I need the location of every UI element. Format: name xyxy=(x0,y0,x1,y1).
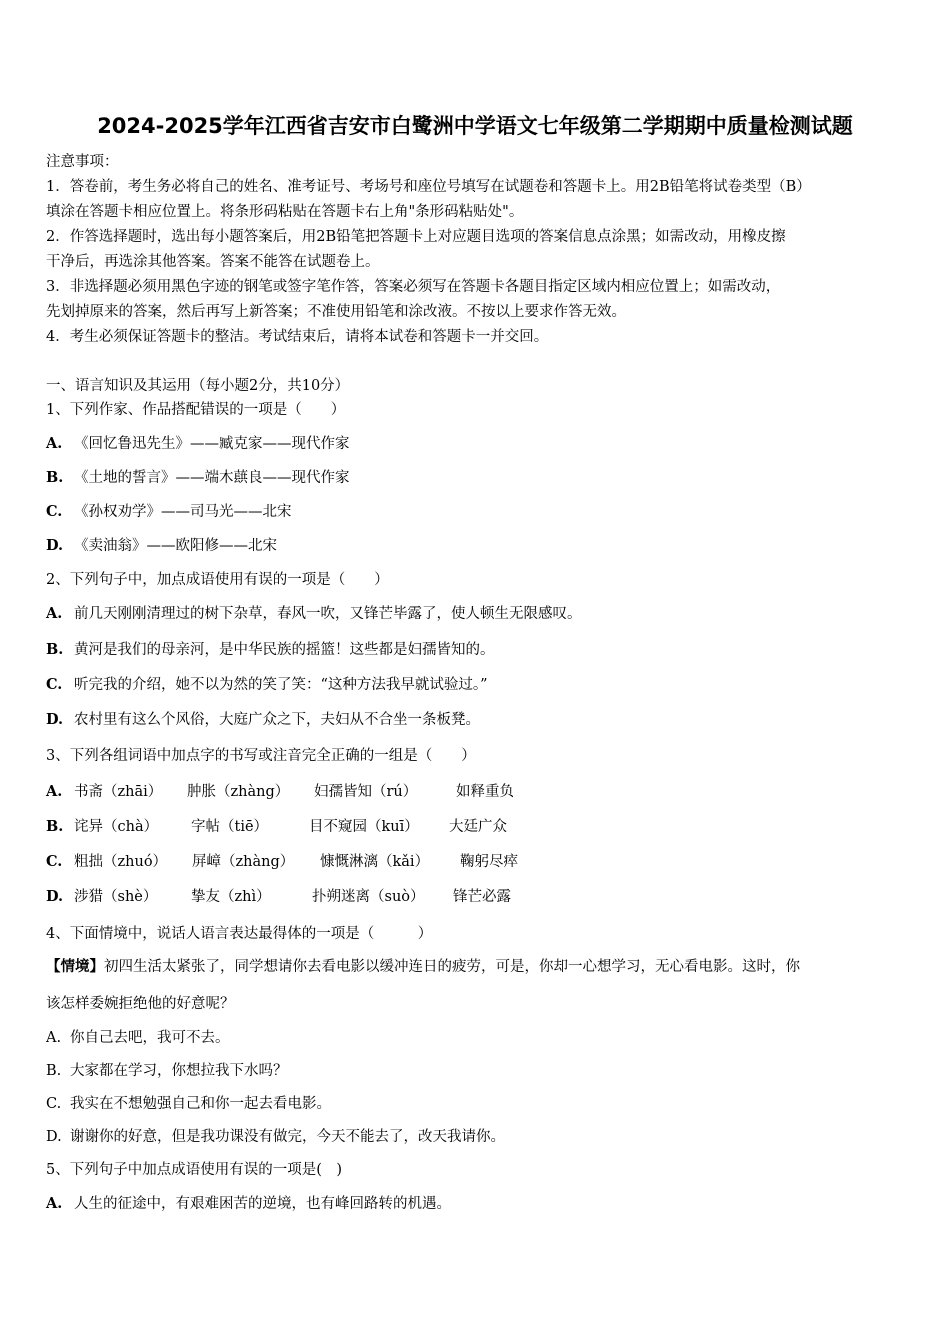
page-title: 2024-2025学年江西省吉安市白鹭洲中学语文七年级第二学期期中质量检测试题 xyxy=(97,114,853,138)
question-stem: 1、下列作家、作品搭配错误的一项是（ ） xyxy=(46,402,346,418)
notice-line: 填涂在答题卡相应位置上。将条形码粘贴在答题卡右上角"条形码粘贴处"。 xyxy=(46,204,524,220)
word-item: 字帖（tiē） xyxy=(191,819,269,835)
notice-line: 3．非选择题必须用黑色字迹的钢笔或签字笔作答，答案必须写在答题卡各题目指定区域内相应位置上；如需改动， xyxy=(46,279,781,295)
option-text: 听完我的介绍，她不以为然的笑了笑：“这种方法我早就试验过。” xyxy=(74,677,488,693)
option-label: D. xyxy=(46,711,64,728)
option-label: A. xyxy=(46,435,63,452)
option-item xyxy=(46,887,511,907)
word-item: 挚友（zhì） xyxy=(191,889,271,905)
question-stem: 5、下列句子中加点成语使用有误的一项是( ) xyxy=(46,1162,343,1178)
option-text: 前几天刚刚清理过的树下杂草，春风一吹，又锋芒毕露了，使人顿生无限感叹。 xyxy=(74,606,582,622)
word-item: 妇孺皆知（rú） xyxy=(314,784,418,800)
option-text: 大家都在学习，你想拉我下水吗？ xyxy=(70,1063,288,1079)
option-item xyxy=(46,468,350,488)
option-label: A. xyxy=(46,605,63,622)
option-label: C. xyxy=(46,1096,62,1112)
option-text: 《孙权劝学》——司马光——北宋 xyxy=(74,504,292,520)
option-text: 农村里有这么个风俗，大庭广众之下，夫妇从不合坐一条板凳。 xyxy=(74,712,480,728)
option-item xyxy=(46,1194,451,1214)
option-item xyxy=(46,1127,505,1147)
question-stem: 2、下列句子中，加点成语使用有误的一项是（ ） xyxy=(46,572,389,588)
word-item: 目不窥园（kuī） xyxy=(309,819,419,835)
section-heading: 一、语言知识及其运用（每小题2分，共10分） xyxy=(46,378,350,394)
word-item: 如释重负 xyxy=(456,784,514,800)
option-label: A. xyxy=(46,783,63,800)
option-label: A. xyxy=(46,1195,63,1212)
option-item xyxy=(46,817,507,837)
option-text: 谢谢你的好意，但是我功课没有做完，今天不能去了，改天我请你。 xyxy=(70,1129,505,1145)
option-label: C. xyxy=(46,676,63,693)
option-label: D. xyxy=(46,1129,62,1145)
question-stem: 3、下列各组词语中加点字的书写或注音完全正确的一组是（ ） xyxy=(46,748,476,764)
word-item: 诧异（chà） xyxy=(74,819,159,835)
option-text: 人生的征途中，有艰难困苦的逆境，也有峰回路转的机遇。 xyxy=(74,1196,451,1212)
context-line xyxy=(46,957,800,977)
word-item: 肿胀（zhàng） xyxy=(187,784,290,800)
notice-heading: 注意事项： xyxy=(46,154,119,170)
word-item: 涉猎（shè） xyxy=(74,889,158,905)
option-label: C. xyxy=(46,853,63,870)
option-label: A. xyxy=(46,1030,62,1046)
option-text: 《土地的誓言》——端木蕻良——现代作家 xyxy=(74,470,350,486)
option-text: 我实在不想勉强自己和你一起去看电影。 xyxy=(70,1096,331,1112)
notice-line: 先划掉原来的答案，然后再写上新答案；不准使用铅笔和涂改液。不按以上要求作答无效。 xyxy=(46,304,626,320)
option-text: 《卖油翁》——欧阳修——北宋 xyxy=(74,538,277,554)
context-line: 该怎样委婉拒绝他的好意呢？ xyxy=(46,996,235,1012)
word-item: 鞠躬尽瘁 xyxy=(460,854,518,870)
word-item: 锋芒必露 xyxy=(453,889,511,905)
question-stem: 4、下面情境中，说话人语言表达最得体的一项是（ ） xyxy=(46,926,433,942)
option-label: D. xyxy=(46,537,64,554)
option-label: B. xyxy=(46,469,64,486)
option-item xyxy=(46,1028,230,1048)
option-label: B. xyxy=(46,818,64,835)
word-item: 书斋（zhāi） xyxy=(74,784,163,800)
option-label: C. xyxy=(46,503,63,520)
option-item xyxy=(46,852,518,872)
context-text: 初四生活太紧张了，同学想请你去看电影以缓冲连日的疲劳，可是，你却一心想学习，无心看电影。这时，你 xyxy=(104,959,800,975)
option-item xyxy=(46,536,277,556)
option-item xyxy=(46,710,480,730)
word-item: 大廷广众 xyxy=(449,819,507,835)
notice-line: 干净后，再选涂其他答案。答案不能答在试题卷上。 xyxy=(46,254,380,270)
option-item xyxy=(46,1094,331,1114)
notice-line: 4．考生必须保证答题卡的整洁。考试结束后，请将本试卷和答题卡一并交回。 xyxy=(46,329,549,345)
option-item xyxy=(46,604,582,624)
option-item xyxy=(46,502,292,522)
option-text: 你自己去吧，我可不去。 xyxy=(70,1030,230,1046)
option-item xyxy=(46,675,488,695)
option-text: 《回忆鲁迅先生》——臧克家——现代作家 xyxy=(74,436,350,452)
context-tag: 【情境】 xyxy=(46,958,104,975)
option-item xyxy=(46,640,495,660)
word-item: 扑朔迷离（suò） xyxy=(312,889,425,905)
notice-line: 2．作答选择题时，选出每小题答案后，用2B铅笔把答题卡上对应题目选项的答案信息点涂黑；如需改动，用橡皮擦 xyxy=(46,229,786,245)
option-label: D. xyxy=(46,888,64,905)
option-item xyxy=(46,434,350,454)
word-item: 慷慨淋漓（kǎi） xyxy=(320,854,430,870)
option-item xyxy=(46,1061,288,1081)
option-label: B. xyxy=(46,1063,62,1079)
option-label: B. xyxy=(46,641,64,658)
option-text: 黄河是我们的母亲河，是中华民族的摇篮！这些都是妇孺皆知的。 xyxy=(74,642,495,658)
word-item: 粗拙（zhuó） xyxy=(74,854,168,870)
notice-line: 1．答卷前，考生务必将自己的姓名、准考证号、考场号和座位号填写在试题卷和答题卡上。用2B铅笔将试卷类型（B） xyxy=(46,179,811,195)
option-item xyxy=(46,782,514,802)
word-item: 屏嶂（zhàng） xyxy=(192,854,295,870)
